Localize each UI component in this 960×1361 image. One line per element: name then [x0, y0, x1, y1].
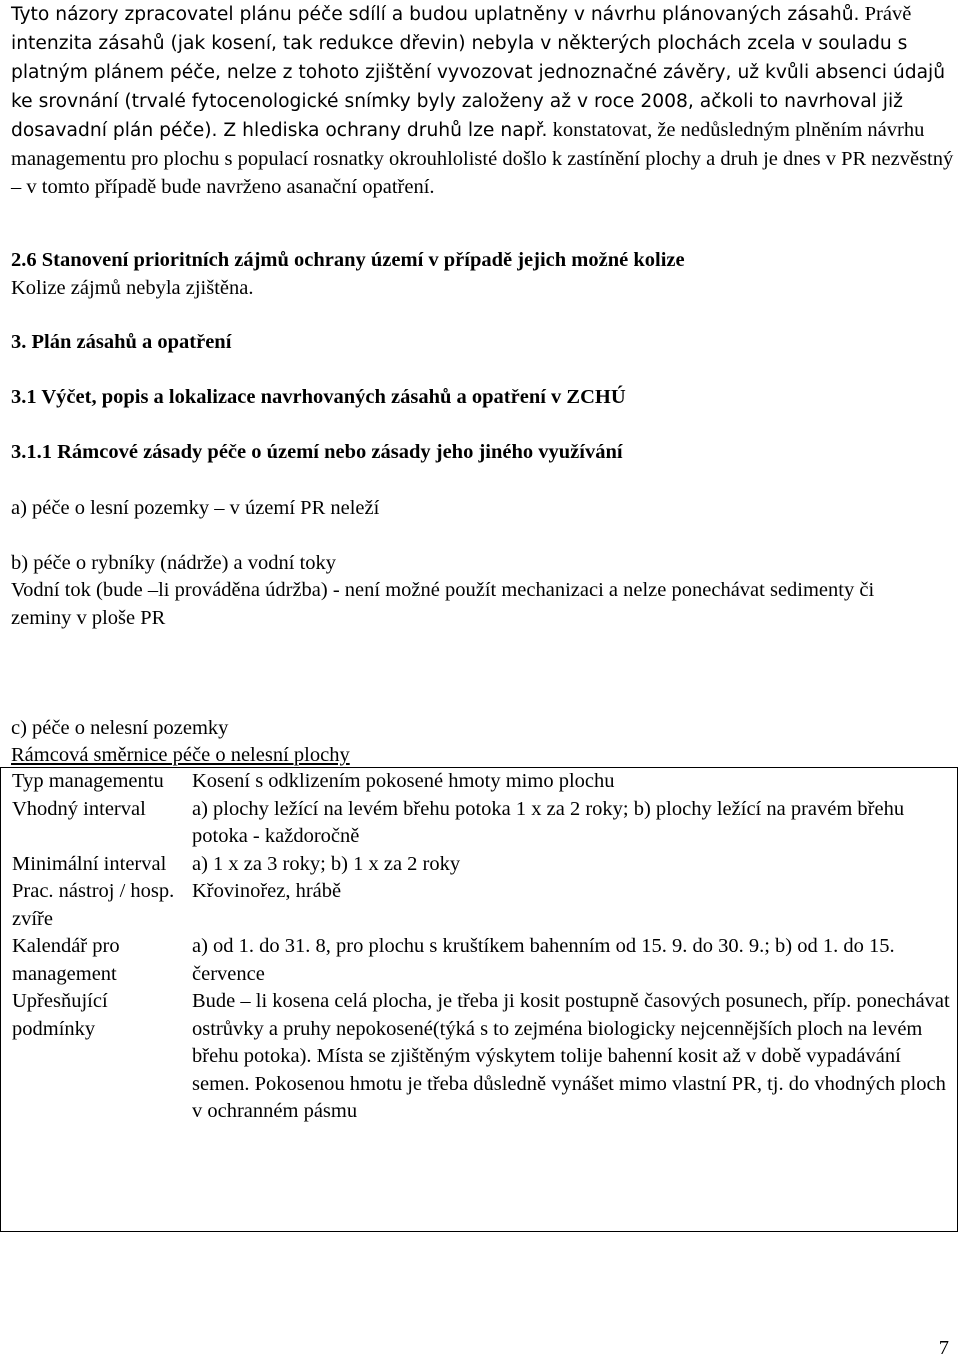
management-table: [0, 767, 958, 1232]
row-label: Kalendář pro management: [12, 935, 120, 985]
intro-paragraph: [11, 0, 955, 201]
table-row: [1, 796, 958, 851]
row-label: Upřesňující podmínky: [12, 990, 108, 1040]
item-c-subtitle: Rámcová směrnice péče o nelesní plochy: [11, 744, 350, 766]
table-row: [1, 768, 958, 796]
row-value: a) od 1. do 31. 8, pro plochu s kruštíkem bahenním od 15. 9. do 30. 9.; b) od 1. do 15. července: [192, 935, 895, 985]
item-b-title: b) péče o rybníky (nádrže) a vodní toky: [11, 552, 337, 574]
row-value: Kosení s odklizením pokosené hmoty mimo plochu: [192, 770, 615, 792]
row-value: Bude – li kosena celá plocha, je třeba ji kosit postupně časových posunech, příp. ponechávat ostrůvky a pruhy nepokosené(týká s to zejména biologicky nejcennějších ploch na levém břehu potoka). Místa se zjištěným výskytem tolije bahenní kosit až v době vypadávání semen. Pokosenou hmotu je třeba důsledně vynášet mimo vlastní PR, tj. do vhodných ploch v ochranném pásmu: [192, 990, 950, 1122]
row-value: Křovinořez, hrábě: [192, 880, 342, 902]
text-2-6: Kolize zájmů nebyla zjištěna.: [11, 277, 254, 299]
heading-3-1: 3.1 Výčet, popis a lokalizace navrhovaných zásahů a opatření v ZCHÚ: [11, 386, 626, 408]
intro-serif-text: konstatovat, že nedůsledným plněním návrhu managementu pro plochu s populací rosnatky okrouhlolisté došlo k zastínění plochy a druh je dnes v PR nezvěstný – v tomto případě bude navrženo asanační opatření.: [11, 119, 954, 198]
item-b-text: Vodní tok (bude –li prováděna údržba) - není možné použít mechanizaci a nelze ponechávat sedimenty či zeminy v ploše PR: [11, 579, 875, 629]
row-label: Vhodný interval: [12, 797, 146, 820]
item-a-text: a) péče o lesní pozemky – v území PR neleží: [11, 497, 380, 519]
intro-sans-text: intenzita zásahů (jak kosení, tak redukce dřevin) nebyla v některých plochách zcela v souladu s platným plánem péče, nelze z tohoto zjištění vyvozovat jednoznačné závěry, už kvůli absenci údajů ke srovnání (trvalé fytocenologické snímky byly založeny až v roce 2008, ačkoli to navrhoval již dosavadní plán péče). Z hlediska ochrany druhů lze např.: [11, 33, 946, 141]
heading-3: 3. Plán zásahů a opatření: [11, 331, 232, 353]
row-label: Typ managementu: [12, 770, 164, 792]
row-label: Prac. nástroj / hosp. zvíře: [12, 880, 175, 930]
intro-lead-serif: Právě: [859, 3, 912, 25]
page-number: 7: [938, 1337, 949, 1359]
table-row: [1, 878, 958, 933]
table-row: [1, 988, 958, 1232]
row-label: Minimální interval: [12, 852, 167, 875]
table-row: [1, 933, 958, 988]
heading-2-6: 2.6 Stanovení prioritních zájmů ochrany území v případě jejich možné kolize: [11, 249, 685, 271]
row-value: a) plochy ležící na levém břehu potoka 1 x za 2 roky; b) plochy ležící na pravém břehu potoka - každoročně: [192, 797, 905, 847]
row-value: a) 1 x za 3 roky; b) 1 x za 2 roky: [192, 852, 461, 875]
item-c-title: c) péče o nelesní pozemky: [11, 717, 229, 739]
table-row: [1, 851, 958, 879]
heading-3-1-1: 3.1.1 Rámcové zásady péče o území nebo zásady jeho jiného využívání: [11, 441, 623, 463]
intro-lead-sans: Tyto názory zpracovatel plánu péče sdílí a budou uplatněny v návrhu plánovaných zásahů.: [11, 4, 860, 25]
